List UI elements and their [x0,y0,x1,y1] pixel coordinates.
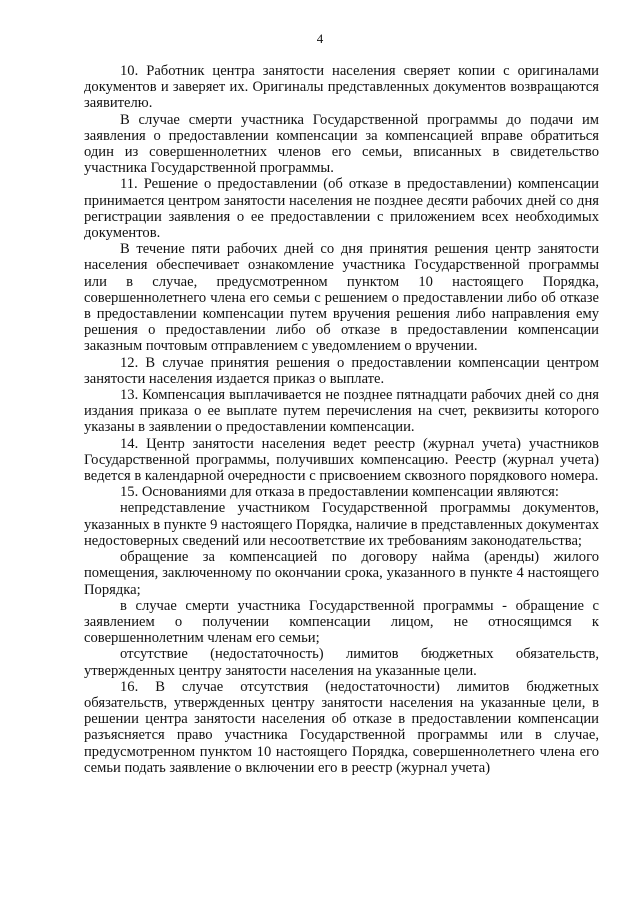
paragraph-11: 11. Решение о предоставлении (об отказе в предоставлении) компенсации принимается центром занятости населения не позднее десяти рабочих дней со дня регистрации заявления о ее предоставлении с приложением всех необходимых документов. [84,176,599,242]
refusal-ground-non-family: в случае смерти участника Государственной программы - обращение с заявлением о получении компенсации лицом, не относящимся к совершеннолетним членам его семьи; [84,597,599,647]
refusal-ground-documents: непредставление участником Государственной программы документов, указанных в пункте 9 настоящего Порядка, наличие в представленных документах недостоверных сведений или несоответствие их требованиям законодательства; [84,500,599,549]
paragraph-13: 13. Компенсация выплачивается не позднее пятнадцати рабочих дней со дня издания приказа о ее выплате путем перечисления на счет, реквизиты которого указаны в заявлении о предоставлении компенсации. [84,387,599,436]
refusal-ground-contract-term: обращение за компенсацией по договору найма (аренды) жилого помещения, заключенному по окончании срока, указанного в пункте 4 настоящего Порядка; [84,549,599,598]
paragraph-16: 16. В случае отсутствия (недостаточности) лимитов бюджетных обязательств, утвержденных центру занятости населения на указанные цели, в решении центра занятости населения об отказе в предоставлении компенсации разъясняется право участника Государственной программы или в случае, предусмотренном пунктом 10 настоящего Порядка, совершеннолетнего члена его семьи подать заявление о включении его в реестр (журнал учета) [84,678,599,776]
paragraph-12: 12. В случае принятия решения о предоставлении компенсации центром занятости населения издается приказ о выплате. [84,354,599,387]
page-number: 4 [316,31,324,46]
refusal-ground-limits: отсутствие (недостаточность) лимитов бюджетных обязательств, утвержденных центру занятости населения на указанные цели. [84,646,599,679]
paragraph-11-notification: В течение пяти рабочих дней со дня принятия решения центр занятости населения обеспечивает ознакомление участника Государственной программы или в случае, предусмотренном пунктом 10 настоящего Порядка, совершеннолетнего члена его семьи с решением о предоставлении либо об отказе в предоставлении компенсации путем вручения решения либо направления ему решения о предоставлении либо об отказе в предоставлении компенсации заказным почтовым отправлением с уведомлением о вручении. [84,241,599,355]
paragraph-14: 14. Центр занятости населения ведет реестр (журнал учета) участников Государственной программы, получивших компенсацию. Реестр (журнал учета) ведется в календарной очередности с присвоением сквозного порядкового номера. [84,435,599,485]
paragraph-10-death-case: В случае смерти участника Государственной программы до подачи им заявления о предоставлении компенсации за компенсацией вправе обратиться один из совершеннолетних членов его семьи, вписанных в свидетельство участника Государственной программы. [84,111,599,177]
document-body [84,63,599,776]
paragraph-15: 15. Основаниями для отказа в предоставлении компенсации являются: [120,484,559,501]
paragraph-10: 10. Работник центра занятости населения сверяет копии с оригиналами документов и заверяет их. Оригиналы представленных документов возвращаются заявителю. [84,63,599,112]
